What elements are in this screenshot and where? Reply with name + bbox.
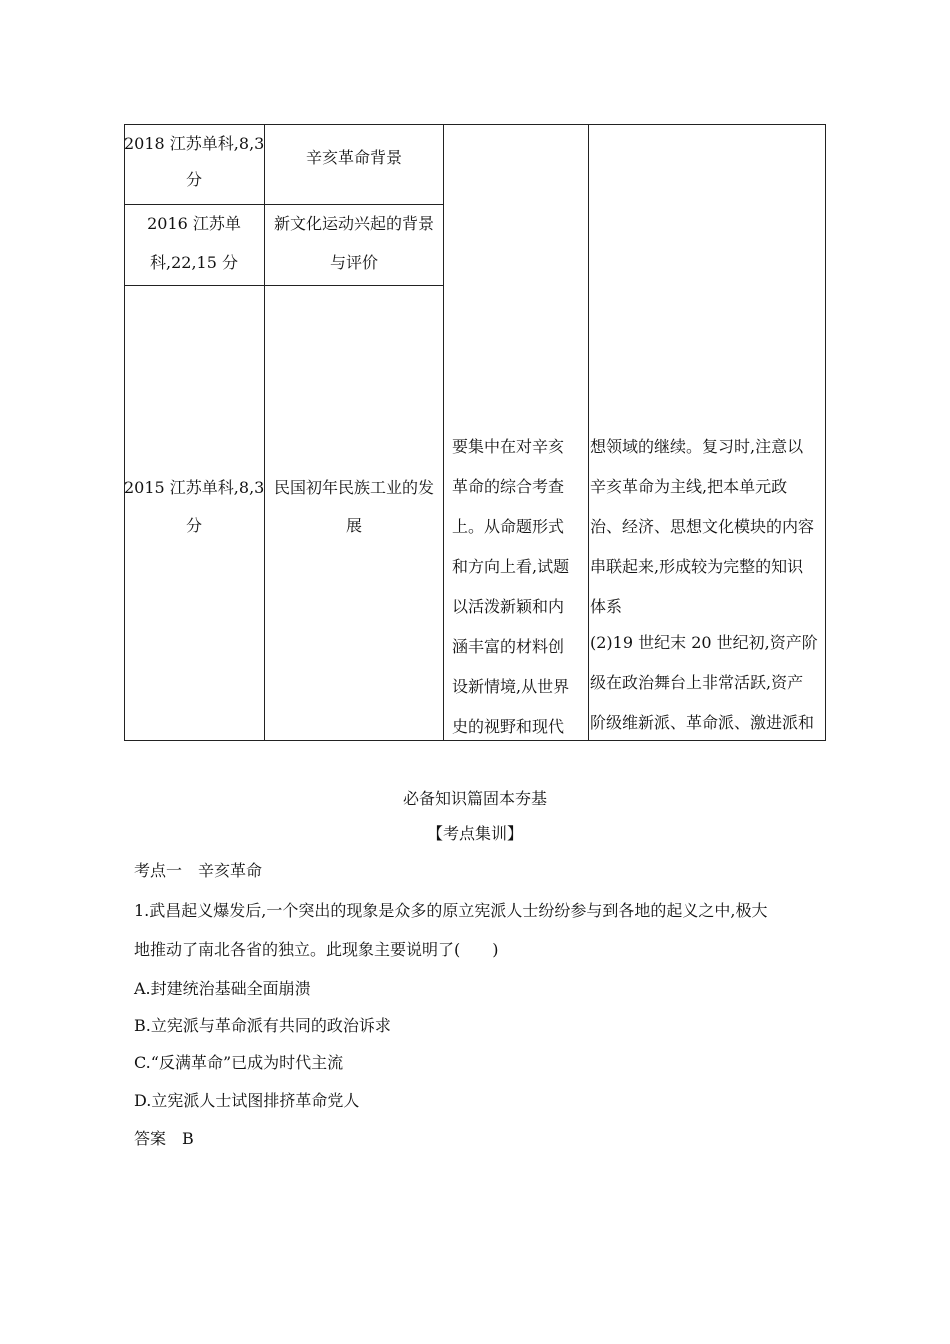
- row2-source-cell: [124, 204, 264, 285]
- advice-line: 治、经济、思想文化模块的内容: [590, 517, 815, 536]
- option-c: C.“反满革命”已成为时代主流: [134, 1053, 344, 1072]
- advice-line: 串联起来,形成较为完整的知识: [590, 557, 804, 576]
- option-b: B.立宪派与革命派有共同的政治诉求: [134, 1016, 391, 1035]
- advice-line: 辛亥革命为主线,把本单元政: [590, 477, 788, 496]
- row3-source-line: 2015 江苏单科,8,3: [124, 478, 264, 497]
- row1-source-line: 2018 江苏单科,8,3: [124, 134, 264, 153]
- advice-line: 级在政治舞台上非常活跃,资产: [590, 673, 804, 692]
- review-advice-cell: [590, 427, 824, 740]
- answer-line: 答案 B: [134, 1129, 194, 1148]
- option-a: A.封建统治基础全面崩溃: [134, 979, 311, 998]
- row1-topic-cell: [265, 124, 443, 204]
- row3-topic-cell: [265, 468, 443, 548]
- col2-divider: [443, 124, 444, 741]
- row3-topic-line: 展: [345, 516, 362, 535]
- row2-divider: [124, 285, 444, 286]
- row3-source-cell: [124, 468, 264, 548]
- analysis-line: 要集中在对辛亥: [452, 437, 565, 456]
- advice-line: 阶级维新派、革命派、激进派和: [590, 713, 815, 732]
- analysis-line: 涵丰富的材料创: [452, 637, 565, 656]
- col3-divider: [588, 124, 589, 741]
- advice-line: (2)19 世纪末 20 世纪初,资产阶: [590, 633, 818, 652]
- table-right-border: [825, 124, 826, 741]
- option-d: D.立宪派人士试图排挤革命党人: [134, 1091, 360, 1110]
- analysis-line: 以活泼新颖和内: [452, 597, 565, 616]
- row2-topic-cell: [265, 204, 443, 285]
- section-subtitle: 【考点集训】: [426, 824, 523, 843]
- analysis-line: 革命的综合考查: [452, 477, 565, 496]
- row2-source-line: 科,22,15 分: [150, 253, 238, 272]
- advice-line: 体系: [590, 597, 623, 616]
- analysis-line: 上。从命题形式: [452, 517, 565, 536]
- row2-topic-line: 新文化运动兴起的背景: [273, 214, 434, 233]
- row1-topic-line: 辛亥革命背景: [305, 148, 402, 167]
- analysis-line: 设新情境,从世界: [452, 677, 570, 696]
- analysis-line: 和方向上看,试题: [452, 557, 570, 576]
- row3-topic-line: 民国初年民族工业的发: [273, 478, 434, 497]
- kaodian-heading: 考点一 辛亥革命: [134, 861, 263, 880]
- table-bottom-border: [124, 740, 826, 741]
- analysis-cell: [452, 427, 586, 740]
- row2-source-line: 2016 江苏单: [147, 214, 241, 233]
- advice-line: 想领域的继续。复习时,注意以: [590, 437, 804, 456]
- row1-source-cell: [124, 124, 264, 204]
- row1-source-line: 分: [185, 170, 202, 189]
- question-text-cont: 地推动了南北各省的独立。此现象主要说明了( ): [134, 940, 499, 959]
- section-title: 必备知识篇固本夯基: [402, 789, 547, 808]
- analysis-line: 史的视野和现代: [452, 717, 565, 736]
- row2-topic-line: 与评价: [329, 253, 378, 272]
- question-text: 1.武昌起义爆发后,一个突出的现象是众多的原立宪派人士纷纷参与到各地的起义之中,极大: [134, 901, 768, 920]
- row3-source-line: 分: [185, 516, 202, 535]
